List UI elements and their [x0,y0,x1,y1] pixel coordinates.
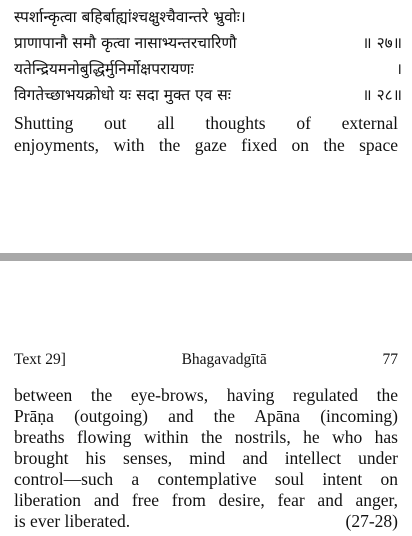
running-head-section: Text 29] [14,351,66,368]
verse-text: यतेन्द्रियमनोबुद्धिर्मुनिर्मोक्षपरायणः [14,60,194,78]
prose-last-line [14,511,398,532]
prose-line: Prāṇa (outgoing) and the Apāna (incoming) [14,406,398,426]
prose-line: control—such a contemplative soul intent on [14,469,398,489]
prose-line: between the eye-brows, having regulated the [14,385,398,405]
verse-line [14,56,402,82]
sanskrit-verses [14,4,402,108]
running-head [14,350,398,370]
verse-end-mark [396,4,402,30]
verse-number: ॥ २७॥ [362,34,402,52]
verse-line [14,30,402,56]
verse-line [14,4,402,30]
page-divider-band [0,253,412,261]
translation-text-bottom [14,385,398,532]
verse-end-mark: । [396,60,402,78]
running-head-title: Bhagavadgītā [181,351,267,368]
prose-last-text: is ever liberated. [14,511,131,531]
verse-text: स्पर्शान्कृत्वा बहिर्बाह्यांश्चक्षुश्चैवान्तरे भ्रुवोः। [14,8,246,26]
page-number: 77 [382,351,398,368]
verse-text: प्राणापानौ समौ कृत्वा नासाभ्यन्तरचारिणौ [14,34,237,52]
translation-text-top [14,112,398,156]
verse-reference: (27-28) [345,511,398,531]
prose-line: liberation and free from desire, fear and anger, [14,490,398,510]
prose-line: Shutting out all thoughts of external [14,113,398,133]
prose-line: brought his senses, mind and intellect under [14,448,398,468]
prose-line: enjoyments, with the gaze fixed on the space [14,135,398,155]
prose-line: breaths flowing within the nostrils, he who has [14,427,398,447]
verse-text: विगतेच्छाभयक्रोधो यः सदा मुक्त एव सः [14,86,231,104]
verse-number: ॥ २८॥ [362,86,402,104]
verse-line [14,82,402,108]
